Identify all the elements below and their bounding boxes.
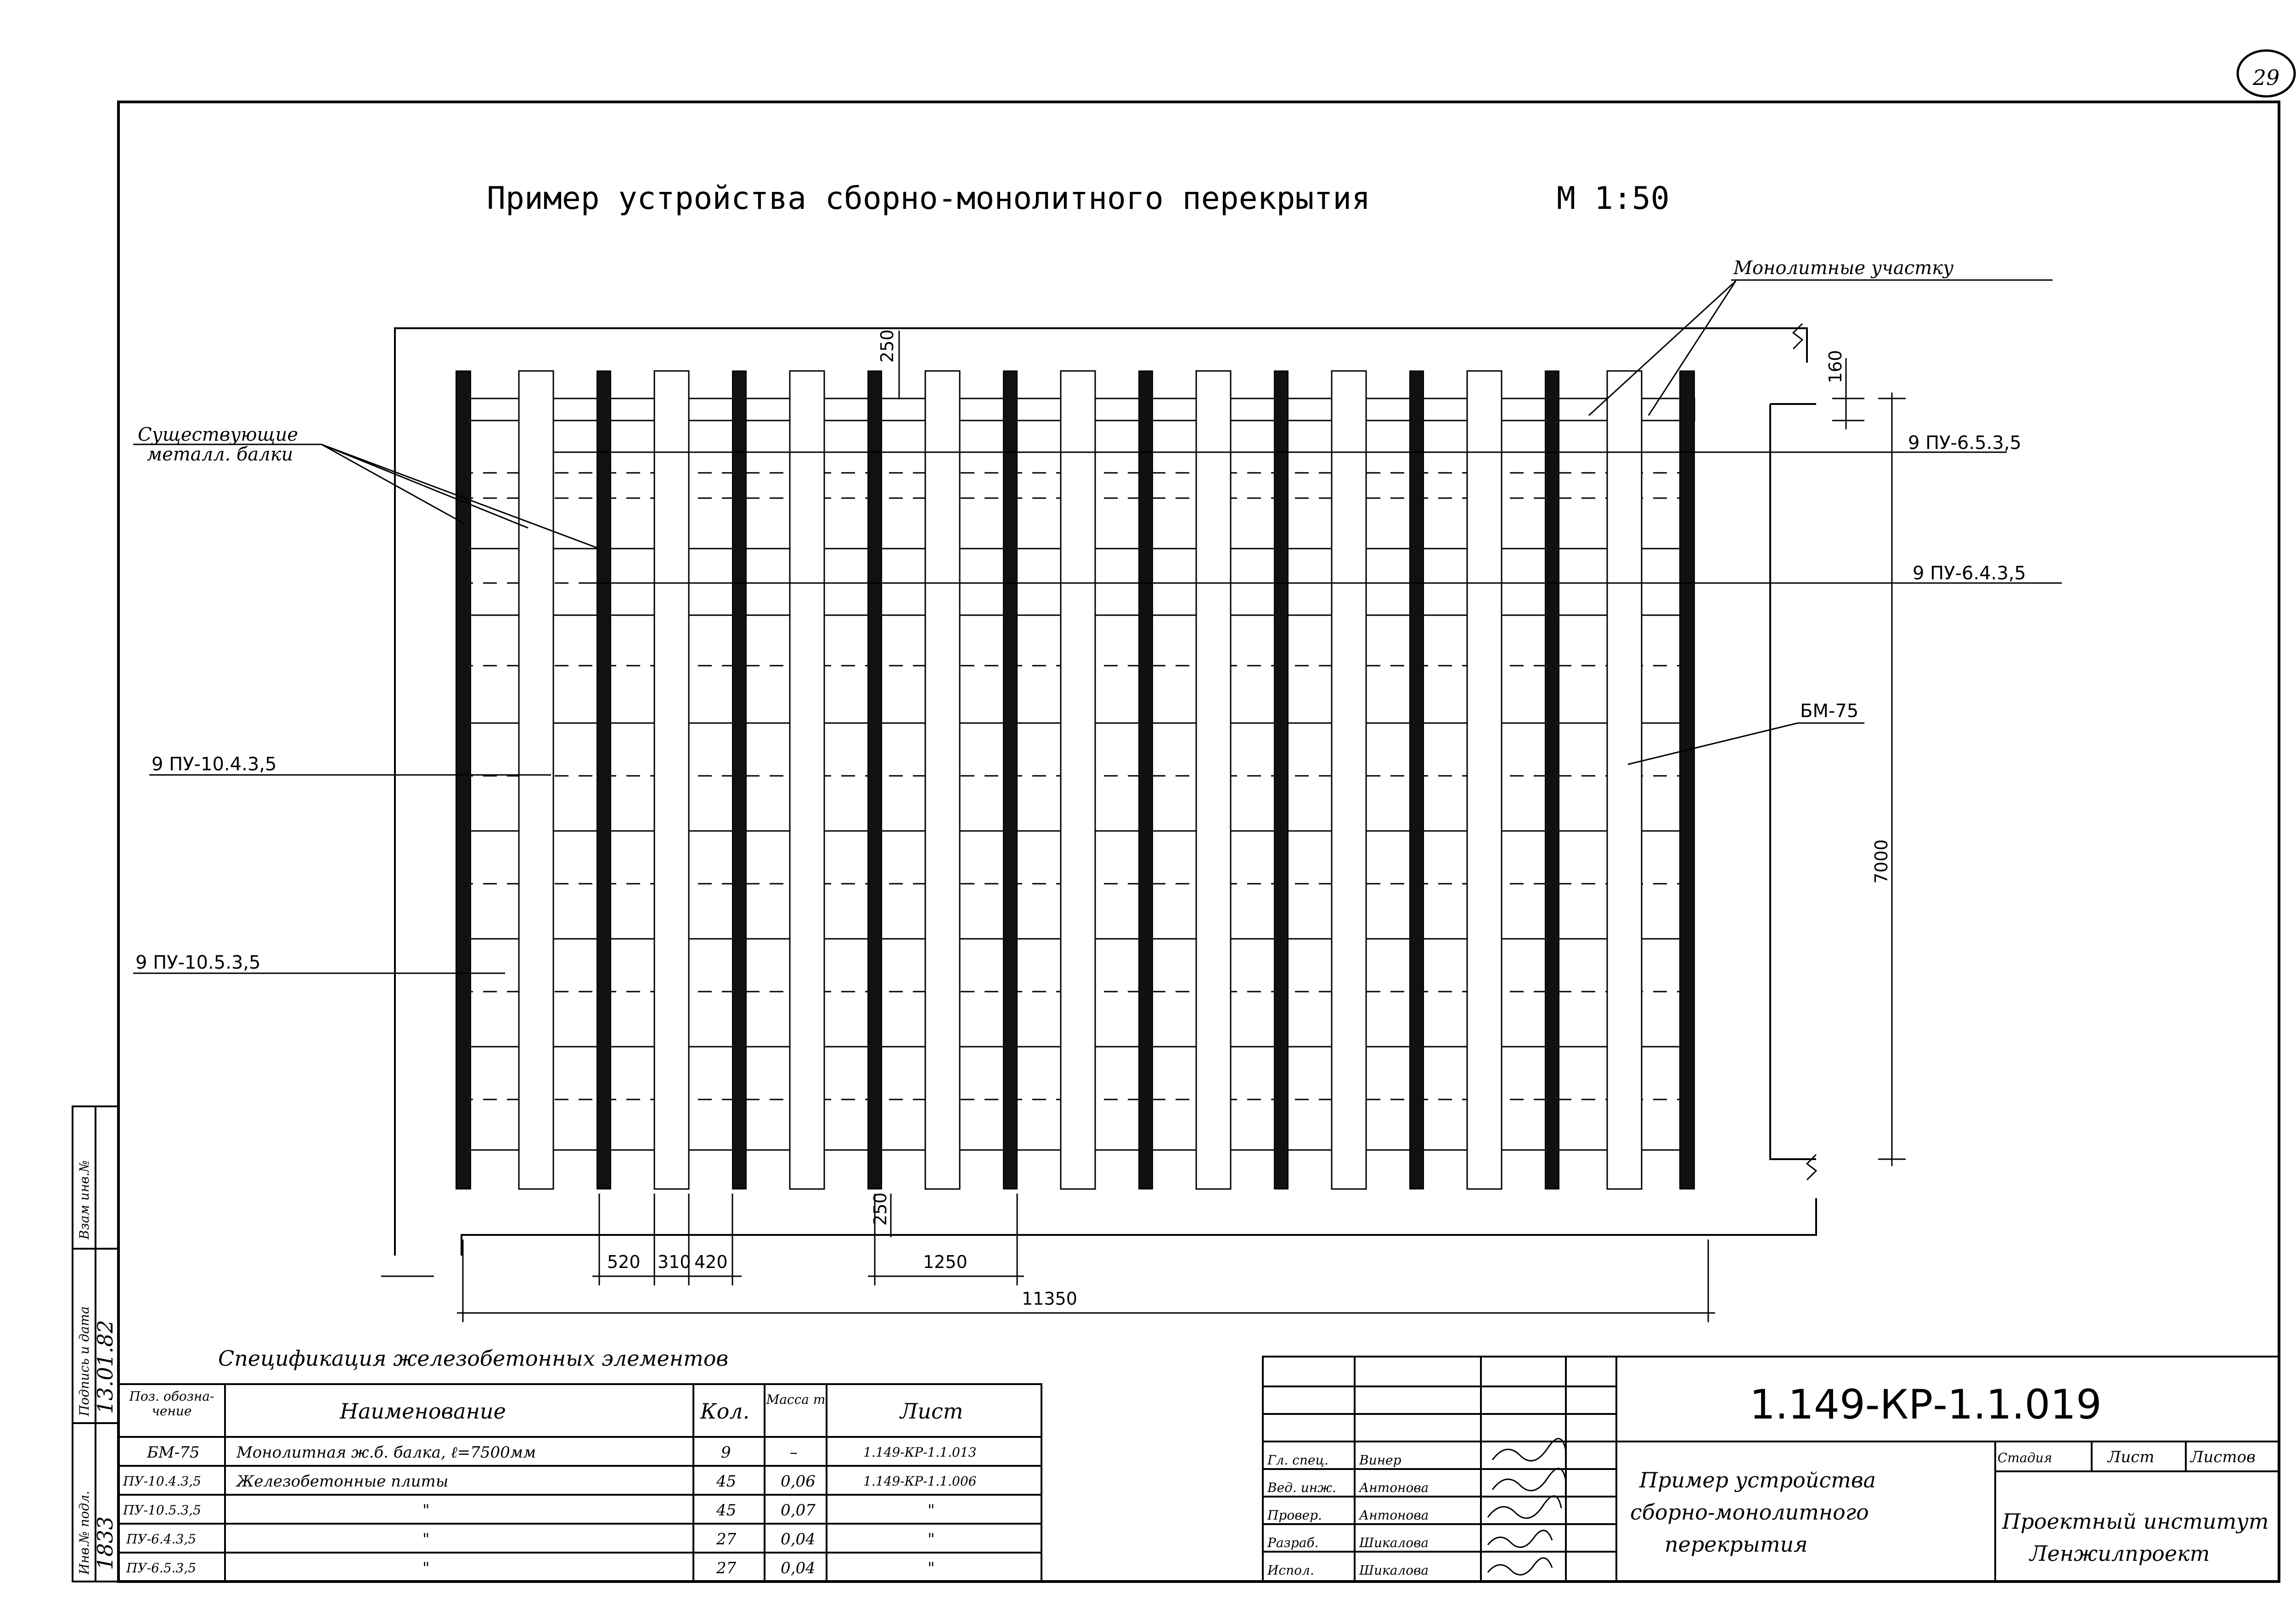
label-bm-75: БМ-75 (1800, 701, 1859, 722)
stamp-inv-instead: Взам инв.№ (77, 1160, 92, 1240)
label-monolithic: Монолитные участку (1733, 258, 1954, 279)
spec-header-sheet: Лист (900, 1399, 963, 1424)
stamp-date-value: 13.01.82 (93, 1320, 118, 1414)
spec-header-qty: Кол. (700, 1399, 750, 1424)
spec-row (126, 1530, 935, 1548)
callouts (133, 280, 2062, 973)
dim-420: 420 (694, 1252, 728, 1272)
title-block (1267, 1381, 2268, 1578)
staff-signature (1488, 1496, 1561, 1518)
org-name-1: Проектный институт (2002, 1509, 2269, 1534)
staff-signature (1492, 1469, 1566, 1491)
dim-310: 310 (658, 1252, 691, 1272)
spec-cell-qty: 27 (716, 1559, 737, 1577)
staff-role: Разраб. (1267, 1535, 1319, 1550)
staff-row (1267, 1496, 1561, 1523)
drawing-scale: М 1:50 (1557, 180, 1670, 217)
staff-name: Шикалова (1359, 1563, 1429, 1578)
stamp-inv-orig: Инв.№ подл. (77, 1491, 92, 1575)
spec-row (126, 1559, 935, 1577)
side-stamp-text (77, 1160, 118, 1575)
dim-height-7000: 7000 (1871, 839, 1891, 884)
spec-cell-pos: ПУ-6.4.3,5 (126, 1531, 197, 1547)
staff-row (1267, 1439, 1566, 1468)
label-existing-2: металл. балки (147, 444, 293, 465)
spec-cell-mass: 0,04 (781, 1530, 816, 1548)
label-pu-6-4: 9 ПУ-6.4.3,5 (1913, 563, 2026, 584)
spec-cell-mass: 0,07 (781, 1501, 816, 1520)
stamp-inv-value: 1833 (93, 1516, 118, 1570)
drawing-name-2: сборно-монолитного (1630, 1500, 1869, 1525)
staff-name: Антонова (1359, 1508, 1429, 1523)
dim-1250: 1250 (923, 1252, 968, 1272)
spec-cell-mass: – (790, 1443, 798, 1462)
spec-row (123, 1501, 935, 1520)
staff-role: Гл. спец. (1267, 1453, 1328, 1468)
spec-cell-pos: БМ-75 (147, 1443, 200, 1462)
spec-cell-name: " (422, 1559, 430, 1577)
spec-cell-sheet: 1.149-КР-1.1.013 (863, 1445, 977, 1460)
spec-cell-pos: ПУ-6.5.3,5 (126, 1560, 197, 1576)
staff-name: Антонова (1359, 1480, 1429, 1495)
sheet-label: Лист (2108, 1448, 2155, 1466)
spec-header-row (119, 1386, 963, 1436)
staff-signature (1488, 1531, 1552, 1548)
staff-signature (1488, 1558, 1552, 1575)
org-name-2: Ленжилпроект (2030, 1541, 2210, 1566)
floor-plan (381, 324, 1816, 1276)
staff-role: Испол. (1267, 1563, 1314, 1578)
spec-cell-qty: 27 (716, 1530, 737, 1548)
label-pu-6-5: 9 ПУ-6.5.3,5 (1908, 432, 2021, 454)
spec-cell-sheet: " (928, 1501, 935, 1520)
spec-cell-mass: 0,04 (781, 1559, 816, 1577)
drawing-title: Пример устройства сборно-монолитного перекрытия (487, 180, 1371, 217)
spec-header-mass: Масса т (766, 1392, 826, 1407)
staff-row (1267, 1531, 1552, 1550)
spec-cell-sheet: 1.149-КР-1.1.006 (863, 1474, 977, 1489)
label-pu-10-4: 9 ПУ-10.4.3,5 (152, 754, 277, 775)
spec-cell-sheet: " (928, 1530, 935, 1548)
label-existing-1: Существующие (138, 424, 298, 445)
staff-name: Шикалова (1359, 1535, 1429, 1550)
staff-role: Вед. инж. (1267, 1480, 1336, 1495)
spec-table (119, 1386, 976, 1577)
sheets-label: Листов (2190, 1448, 2256, 1466)
sheet-number-mark (2238, 50, 2295, 96)
drawing-name-3: перекрытия (1665, 1532, 1808, 1557)
spec-cell-qty: 45 (716, 1501, 737, 1520)
dim-11350: 11350 (1022, 1289, 1077, 1309)
spec-cell-name: Монолитная ж.б. балка, ℓ=7500мм (236, 1443, 536, 1462)
spec-cell-mass: 0,06 (781, 1472, 816, 1491)
spec-row (123, 1472, 976, 1491)
staff-name: Винер (1359, 1453, 1401, 1468)
spec-row (146, 1443, 976, 1462)
wall-right (1770, 404, 1816, 1159)
spec-cell-name: Железобетонные плиты (236, 1472, 449, 1491)
spec-cell-pos: ПУ-10.4.3,5 (123, 1474, 201, 1489)
staff-role: Провер. (1267, 1508, 1322, 1523)
staff-row (1267, 1558, 1552, 1578)
dim-520: 520 (607, 1252, 641, 1272)
spec-header-name: Наименование (340, 1399, 506, 1424)
spec-cell-name: " (422, 1501, 430, 1520)
label-pu-10-5: 9 ПУ-10.5.3,5 (135, 952, 261, 973)
drawing-name-1: Пример устройства (1639, 1468, 1876, 1492)
stage-label: Стадия (1998, 1450, 2052, 1465)
monolithic-beams (519, 371, 1642, 1189)
spec-cell-name: " (422, 1530, 430, 1548)
dim-bottom-250: 250 (870, 1192, 890, 1226)
spec-cell-pos: ПУ-10.5.3,5 (123, 1503, 201, 1518)
wall-bottom (461, 1198, 1816, 1256)
spec-header-pos: Поз. обозна- чение (129, 1389, 214, 1419)
sheet-number: 29 (2252, 65, 2280, 90)
stamp-sign-date: Подпись и дата (77, 1306, 92, 1416)
drawing-code: 1.149-КР-1.1.019 (1750, 1381, 2102, 1428)
staff-row (1267, 1469, 1566, 1495)
dim-right-160: 160 (1825, 350, 1846, 383)
spec-cell-qty: 9 (721, 1443, 731, 1462)
spec-cell-qty: 45 (716, 1472, 737, 1491)
dim-top-250: 250 (877, 329, 897, 363)
spec-cell-sheet: " (928, 1559, 935, 1577)
spec-title: Спецификация железобетонных элементов (218, 1346, 729, 1371)
